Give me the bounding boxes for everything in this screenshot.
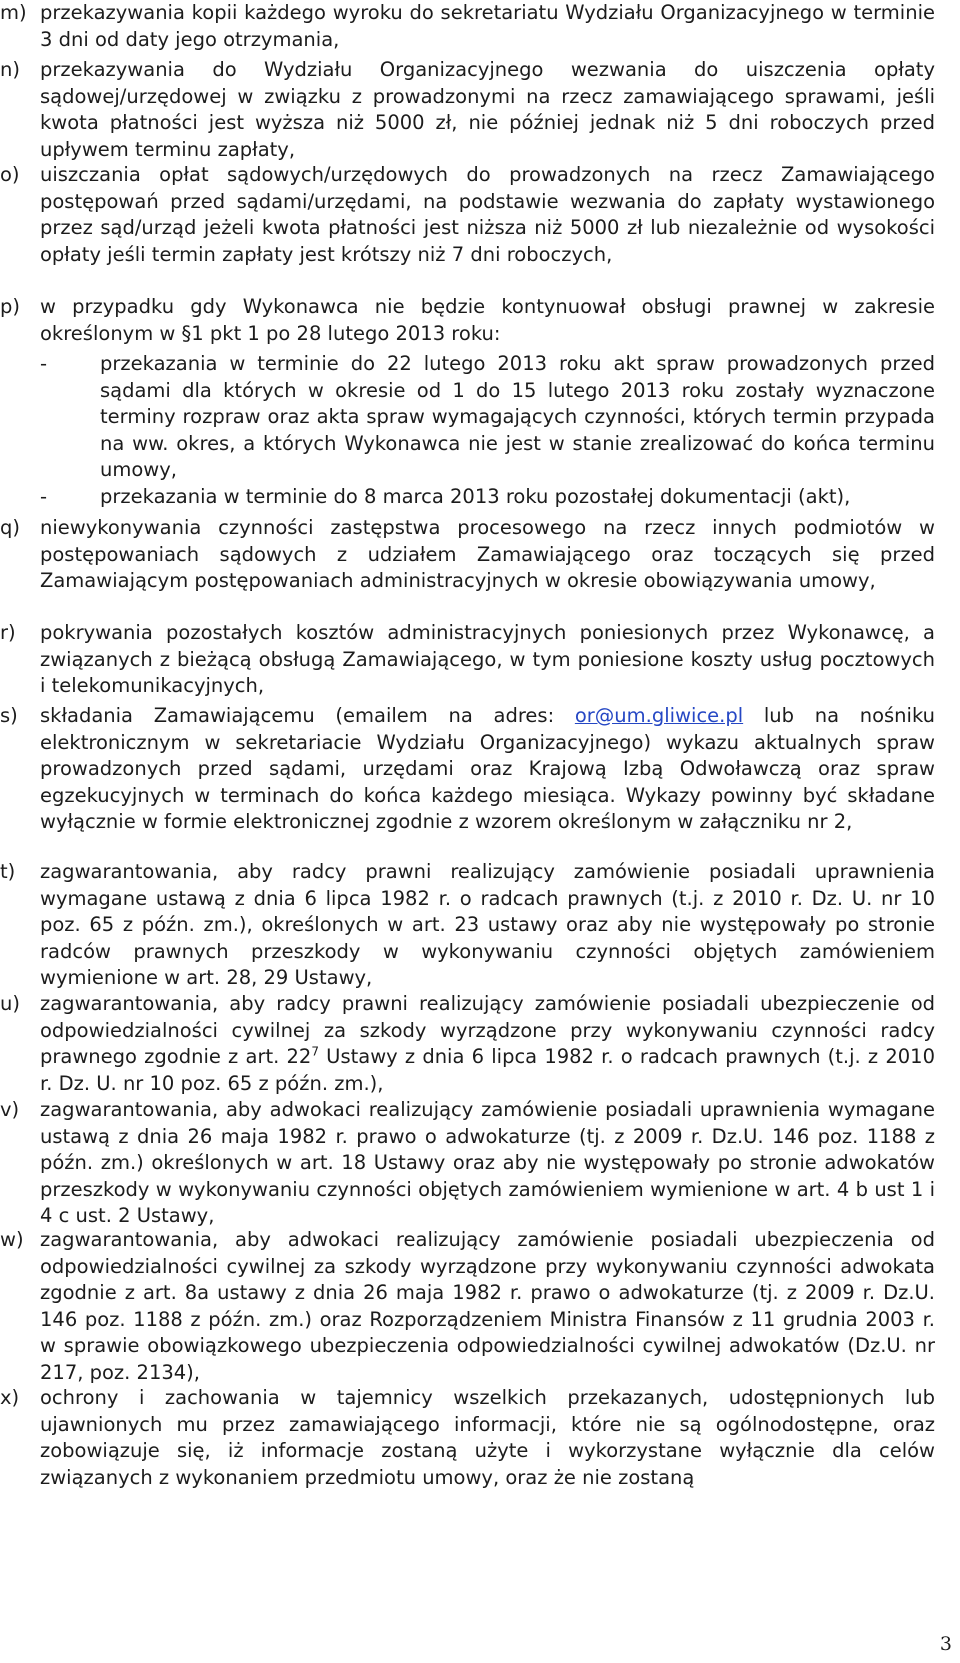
item-text-before: składania Zamawiającemu (emailem na adres: [40, 704, 575, 727]
dash-marker: - [40, 485, 48, 508]
item-text-after: Ustawy z dnia 6 lipca 1982 r. o radcach prawnych (t.j. z 2010 r. Dz. U. nr 10 poz. 65 z późn. zm.), [40, 1045, 935, 1095]
item-letter: m) [0, 1, 27, 24]
item-text-before: zagwarantowania, aby radcy prawni realizujący zamówienie posiadali ubezpieczenie od odpowiedzialności cywilnej za szkody wyrządzone przy wykonywaniu czynności radcy prawnego zgodnie z art. 22 [40, 992, 935, 1068]
sub-item-text: przekazania w terminie do 22 lutego 2013 roku akt spraw prowadzonych przed sądami dla których w okresie od 1 do 15 lutego 2013 roku zostały wyznaczone terminy rozpraw oraz akta spraw wymagających czynności, których termin przypada na ww. okres, a których Wykonawca nie jest w stanie zrealizować do końca terminu umowy, [100, 352, 935, 481]
item-text [40, 703, 935, 836]
item-letter: v) [0, 1098, 20, 1121]
item-text: ochrony i zachowania w tajemnicy wszelkich przekazanych, udostępnionych lub ujawnionych mu przez zamawiającego informacji, które nie są ogólnodostępne, oraz zobowiązuje się, iż informacje zostaną użyte i wykorzystane wyłącznie dla celów związanych z wykonaniem przedmiotu umowy, oraz że nie zostaną [40, 1386, 935, 1489]
item-letter: o) [0, 163, 20, 186]
item-letter: w) [0, 1228, 24, 1251]
item-text [40, 991, 935, 1097]
item-text: zagwarantowania, aby adwokaci realizujący zamówienie posiadali ubezpieczenia od odpowiedzialności cywilnej za szkody wyrządzone przy wykonywaniu czynności adwokata zgodnie z art. 8a ustawy z dnia 26 maja 1982 r. prawo o adwokaturze (tj. z 2009 r. Dz.U. 146 poz. 1188 z późn. zm.) oraz Rozporządzeniem Ministra Finansów z 11 grudnia 2003 r. w sprawie obowiązkowego ubezpieczenia odpowiedzialności cywilnej adwokatów (Dz.U. nr 217, poz. 2134), [40, 1228, 935, 1384]
page-number: 3 [939, 1633, 952, 1655]
item-letter: u) [0, 992, 20, 1015]
item-text: niewykonywania czynności zastępstwa procesowego na rzecz innych podmiotów w postępowaniach sądowych z udziałem Zamawiającego oraz toczących się przed Zamawiającym postępowaniach administracyjnych w okresie obowiązywania umowy, [40, 516, 935, 592]
item-letter: n) [0, 58, 20, 81]
item-text: przekazywania do Wydziału Organizacyjnego wezwania do uiszczenia opłaty sądowej/urzędowej w związku z prowadzonymi na rzecz zamawiającego sprawami, jeśli kwota płatności jest wyższa niż 5000 zł, nie później jednak niż 5 dni roboczych przed upływem terminu zapłaty, [40, 58, 935, 161]
item-text: zagwarantowania, aby radcy prawni realizujący zamówienie posiadali uprawnienia wymagane ustawą z dnia 6 lipca 1982 r. o radcach prawnych (t.j. z 2010 r. Dz. U. nr 10 poz. 65 z późn. zm.), określonych w art. 23 ustawy oraz aby nie występowały po stronie radców prawnych przeszkody w wykonywaniu czynności objętych zamówieniem wymienione w art. 28, 29 Ustawy, [40, 860, 935, 989]
item-letter: t) [0, 860, 16, 883]
item-text: pokrywania pozostałych kosztów administracyjnych poniesionych przez Wykonawcę, a związanych z bieżącą obsługą Zamawiającego, w tym poniesione koszty usług pocztowych i telekomunikacyjnych, [40, 621, 935, 697]
item-letter: p) [0, 295, 20, 318]
email-link[interactable]: or@um.gliwice.pl [574, 704, 744, 727]
item-text: zagwarantowania, aby adwokaci realizujący zamówienie posiadali uprawnienia wymagane ustawą z dnia 26 maja 1982 r. prawo o adwokaturze (tj. z 2009 r. Dz.U. 146 poz. 1188 z późn. zm.) określonych w art. 18 Ustawy oraz aby nie występowały po stronie adwokatów przeszkody w wykonywaniu czynności objętych zamówieniem wymienione w art. 4 b ust 1 i 4 c ust. 2 Ustawy, [40, 1098, 935, 1227]
item-letter: r) [0, 621, 16, 644]
dash-marker: - [40, 352, 48, 375]
item-letter: q) [0, 516, 20, 539]
item-text: w przypadku gdy Wykonawca nie będzie kontynuował obsługi prawnej w zakresie określonym w §1 pkt 1 po 28 lutego 2013 roku: [40, 295, 935, 345]
item-text-after: lub na nośniku elektronicznym w sekretariacie Wydziału Organizacyjnego) wykazu aktualnych spraw prowadzonych przed sądami, urzędami oraz Krajową Izbą Odwoławczą oraz spraw egzekucyjnych w terminach do końca każdego miesiąca. Wykazy powinny być składane wyłącznie w formie elektronicznej zgodnie z wzorem określonym w załączniku nr 2, [40, 704, 936, 833]
item-text: uiszczania opłat sądowych/urzędowych do prowadzonych na rzecz Zamawiającego postępowań przed sądami/urzędami, na podstawie wezwania do zapłaty wystawionego przez sąd/urząd jeżeli kwota płatności jest niższa niż 5000 zł lub niezależnie od wysokości opłaty jeśli termin zapłaty jest krótszy niż 7 dni roboczych, [40, 163, 935, 266]
item-letter: x) [0, 1386, 20, 1409]
item-text: przekazywania kopii każdego wyroku do sekretariatu Wydziału Organizacyjnego w terminie 3 dni od daty jego otrzymania, [40, 1, 935, 51]
sub-item-text: przekazania w terminie do 8 marca 2013 roku pozostałej dokumentacji (akt), [100, 485, 851, 508]
item-letter: s) [0, 704, 18, 727]
footnote-superscript: 7 [311, 1044, 319, 1059]
